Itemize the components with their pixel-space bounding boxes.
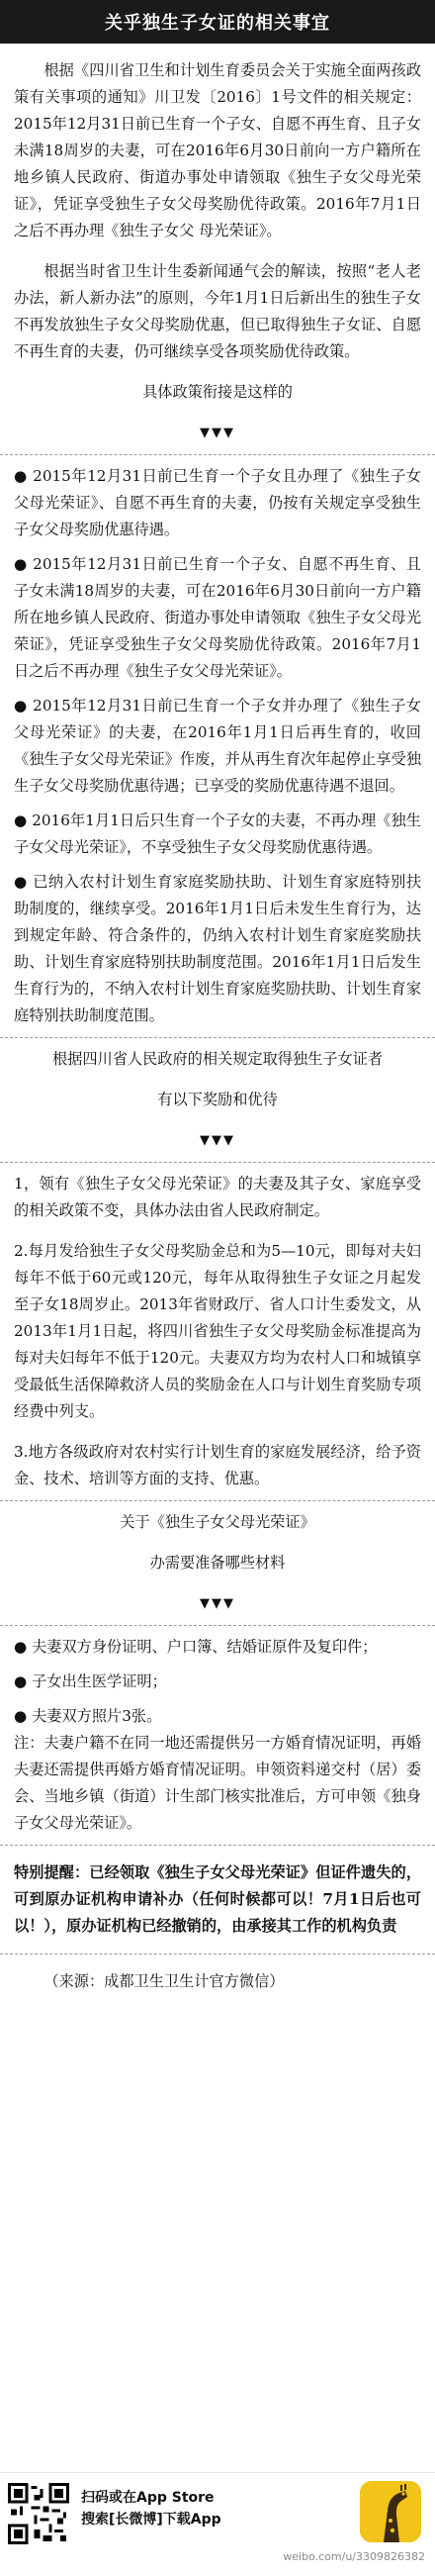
note-paragraph: 注：夫妻户籍不在同一地还需提供另一方婚育情况证明，再婚夫妻还需提供再婚方婚育情况证明。申领资料递交村（居）委会、当地乡镇（街道）计生部门核实批准后，方可申领《独身子女父母光荣证》。 [14,1734,421,1832]
material-text: 夫妻双方照片3张。 [32,1707,162,1725]
section-marker-1: ▼▼▼ [200,426,235,440]
bullet-text: 2015年12月31日前已生育一个子女且办理了《独生子女父母光荣证》、自愿不再生育的夫妻，仍按有关规定享受独生子女父母奖励优惠待遇。 [14,467,421,538]
material-text: 子女出生医学证明； [32,1672,167,1690]
bullet-icon: ● [14,873,28,891]
bullet-icon: ● [14,1672,28,1690]
bullet-icon: ● [14,1638,28,1656]
section-heading-1: 具体政策衔接是这样的 [142,383,293,401]
intro-paragraph-1: 根据《四川省卫生和计划生育委员会关于实施全面两孩政策有关事项的通知》川卫发〔2016〕1号文件的相关规定：2015年12月31日前已生育一个子女、自愿不再生育、且子女未满18周岁的夫妻，可在2016年6月30日前向一方户籍所在地乡镇人民政府、街道办事处申请领取《独生子女父母光荣证》，凭证享受独生子女父母奖励优待政策。2016年7月1日之后不再办理《独生子女父 母光荣证》。 [14,61,421,239]
list-item [14,869,421,1029]
bullet-text: 2016年1月1日后只生育一个子女的夫妻，不再办理《独生子女父母光荣证》，不享受独生子女父母奖励优惠待遇。 [14,811,421,856]
qr-code-icon [8,2483,69,2544]
giraffe-app-icon [360,2481,421,2542]
bullet-text: 2015年12月31日前已生育一个子女、自愿不再生育、且子女未满18周岁的夫妻，可在2016年6月30日前向一方户籍所在地乡镇人民政府、街道办事处申请领取《独生子女父母光荣证》，凭证享受独生子女父母奖励优待政策。2016年7月1日之后不再办理《独生子女父母光荣证》。 [14,555,421,680]
weibo-watermark: weibo.com/u/3309826382 [283,2550,425,2563]
list-item [14,463,421,543]
download-line-1: 扫码或在App Store [81,2490,215,2506]
list-item [14,808,421,861]
bullet-icon: ● [14,697,28,715]
footer [0,2472,435,2576]
bullet-text: 2015年12月31日前已生育一个子女并办理了《独生子女父母光荣证》的夫妻，在2016年1月1日后再生育的，收回《独生子女父母光荣证》作废，并从再生育次年起停止享受独生子女父母奖励优惠待遇；已享受的奖励优惠待遇不退回。 [14,697,421,795]
material-item [14,1669,421,1695]
download-line-2: 搜索[长微博]下载App [81,2512,221,2528]
section-heading-2: 根据四川省人民政府的相关规定取得独生子女证者 [51,1050,384,1068]
section-marker-2: ▼▼▼ [200,1133,235,1148]
section-subheading-2: 有以下奖励和优待 [157,1091,278,1108]
list-item [14,693,421,800]
list-item [14,551,421,685]
intro-paragraph-2: 根据当时省卫生计生委新闻通气会的解读，按照“老人老办法，新人新办法”的原则，今年1月1日后新出生的独生子女不再发放独生子女父母奖励优惠，但已取得独生子女证、自愿不再生育的夫妻，仍可继续享受各项奖励优待政策。 [14,262,421,360]
material-text: 夫妻双方身份证明、户口簿、结婚证原件及复印件； [32,1638,378,1656]
section-heading-3: 关于《独生子女父母光荣证》 [120,1513,315,1531]
bullet-icon: ● [14,1707,28,1725]
section-subheading-3: 办需要准备哪些材料 [149,1554,286,1572]
source-credit: （来源：成都卫生卫生计官方微信） [44,1972,285,1990]
reward-item: 1，领有《独生子女父母光荣证》的夫妻及其子女、家庭享受的相关政策不变，具体办法由省人民政府制定。 [14,1175,421,1219]
page-title: 关乎独生子女证的相关事宜 [0,0,435,44]
bullet-icon: ● [14,467,28,485]
download-instructions [81,2487,221,2530]
material-item [14,1634,421,1661]
special-reminder: 特别提醒：已经领取《独生子女父母光荣证》但证件遗失的，可到原办证机构申请补办（任何时候都可以！7月1日后也可以！），原办证机构已经撤销的，由承接其工作的机构负责 [14,1863,421,1935]
material-item [14,1703,421,1730]
article-body [0,44,435,1995]
section-marker-3: ▼▼▼ [200,1596,235,1611]
reward-item: 3.地方各级政府对农村实行计划生育的家庭发展经济，给予资金、技术、培训等方面的支持、优惠。 [14,1443,421,1487]
bullet-icon: ● [14,811,28,829]
bullet-icon: ● [14,555,28,573]
reward-item: 2.每月发给独生子女父母奖励金总和为5—10元，即每对夫妇每年不低于60元或120元，每年从取得独生子女证之月起发至子女18周岁止。2013年省财政厅、省人口计生委发文，从2013年1月1日起，将四川省独生子女父母奖励金标准提高为每对夫妇每年不低于120元。夫妻双方均为农村人口和城镇享受最低生活保障救济人员的奖励金在人口与计划生育奖励专项经费中列支。 [14,1242,421,1420]
bullet-text: 已纳入农村计划生育家庭奖励扶助、计划生育家庭特别扶助制度的，继续享受。2016年1月1日后未发生生育行为，达到规定年龄、符合条件的，仍纳入农村计划生育家庭奖励扶助、计划生育家庭特别扶助制度范围。2016年1月1日后发生生育行为的，不纳入农村计划生育家庭奖励扶助、计划生育家庭特别扶助制度范围。 [14,873,421,1024]
